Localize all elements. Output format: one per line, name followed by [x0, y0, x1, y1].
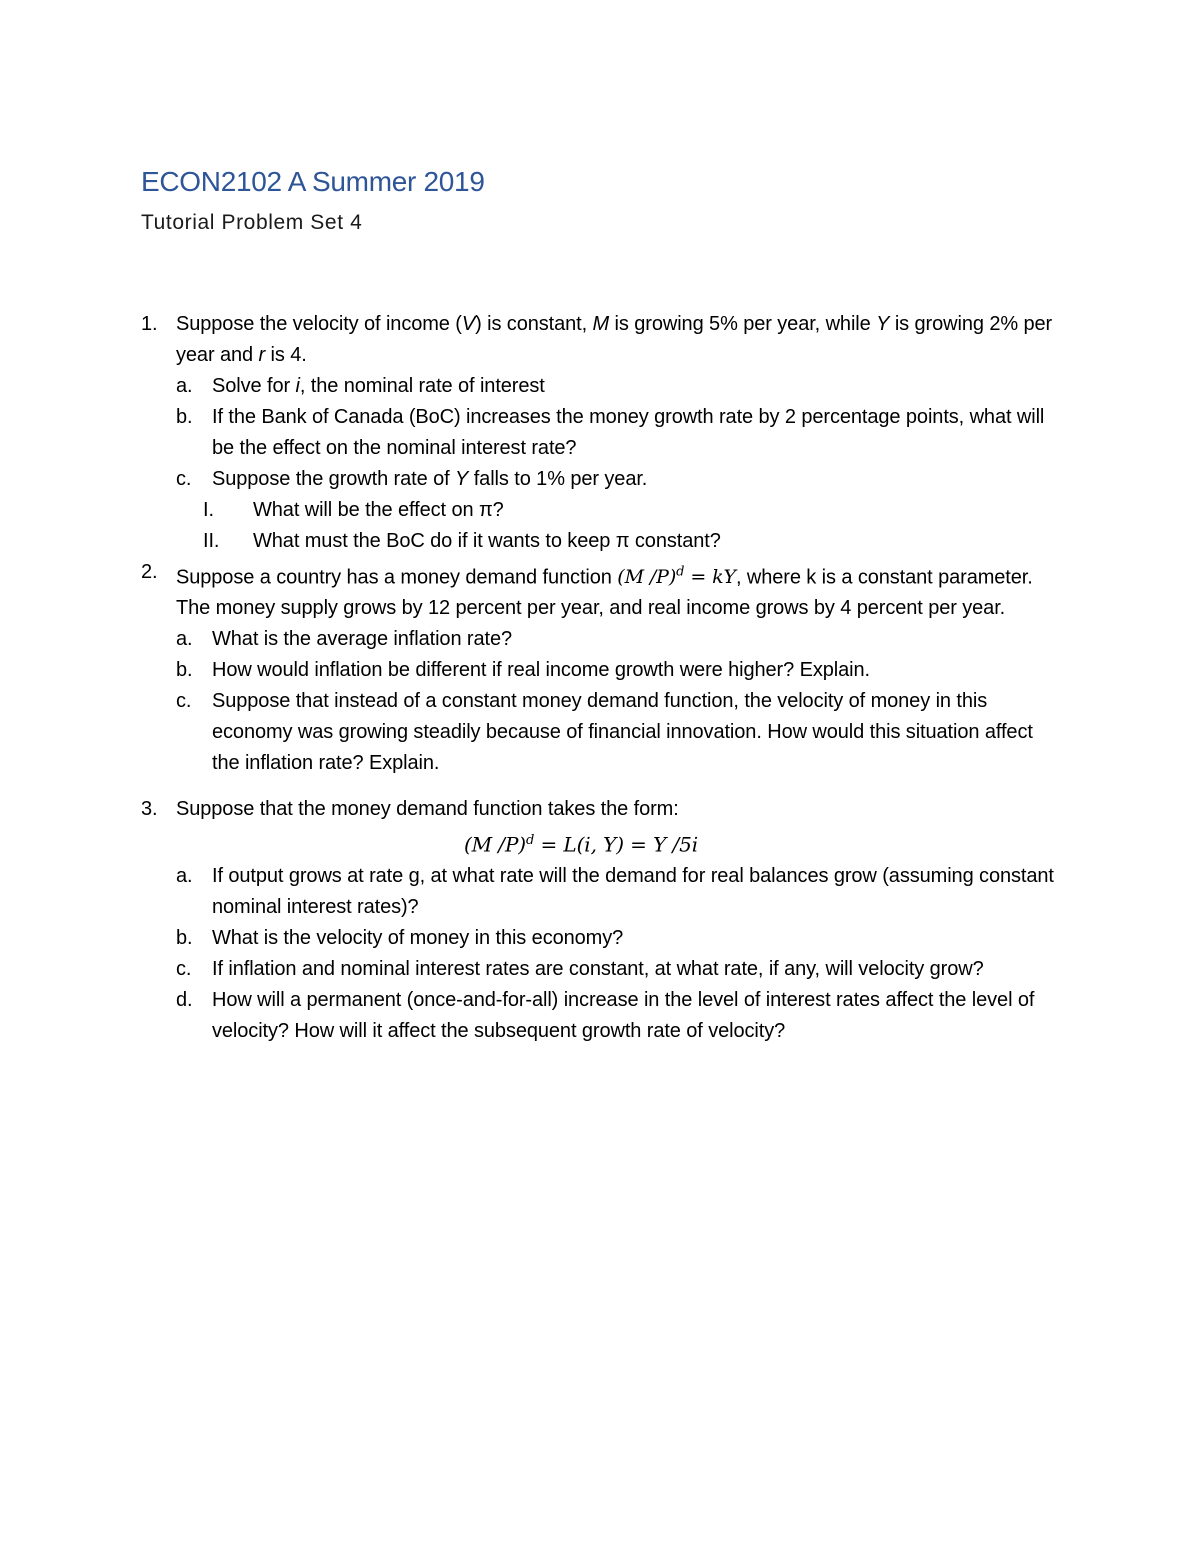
question-number: 1. [141, 313, 158, 335]
item-label: a. [176, 864, 193, 887]
question-3d [176, 985, 1061, 1047]
item-label: c. [176, 468, 192, 490]
question-2 [141, 557, 1061, 624]
item-text: What is the average inflation rate? [212, 628, 513, 651]
item-text: Suppose the growth rate of Y falls to 1% per year. [212, 468, 648, 490]
document-subtitle: Tutorial Problem Set 4 [141, 211, 363, 234]
item-text: If output grows at rate g, at what rate will the demand for real balances grow (assuming constant nominal interest rates)? [212, 864, 1054, 918]
item-label: b. [176, 926, 193, 949]
item-text: How would inflation be different if real income growth were higher? Explain. [212, 659, 870, 682]
question-2a [176, 624, 1061, 655]
subitem-label: I. [203, 499, 214, 521]
question-1-items [141, 371, 1061, 495]
subitem-text: What must the BoC do if it wants to keep π constant? [253, 530, 721, 552]
question-1c-ii [141, 526, 1061, 557]
question-2b [176, 655, 1061, 686]
question-3 [141, 794, 1061, 825]
item-label: b. [176, 406, 193, 428]
question-3b [176, 923, 1061, 954]
money-demand-equation: (M /P)$^d$ = L(i, Y) = Y /5i [463, 832, 699, 857]
question-number: 3. [141, 798, 158, 821]
question-2c [176, 686, 1061, 779]
item-text: What is the velocity of money in this economy? [212, 926, 624, 949]
money-demand-formula: (M /P)$^d$ = kY [617, 565, 736, 589]
question-3-items [141, 861, 1061, 1047]
question-1b [176, 402, 1061, 464]
question-number: 2. [141, 561, 158, 583]
document-title: ECON2102 A Summer 2019 [141, 166, 485, 197]
item-label: c. [176, 690, 192, 713]
question-text: Suppose the velocity of income (V) is constant, M is growing 5% per year, while Y is growing 2% per year and r is 4. [176, 313, 1053, 366]
item-text: Suppose that instead of a constant money demand function, the velocity of money in this economy was growing steadily because of financial innovation. How would this situation affect the inflation rate? Explain. [212, 690, 1033, 775]
question-1c-i [141, 495, 1061, 526]
question-2-items [141, 624, 1061, 779]
item-text: If inflation and nominal interest rates are constant, at what rate, if any, will velocity grow? [212, 957, 984, 980]
item-label: a. [176, 628, 193, 651]
item-text: Solve for i, the nominal rate of interest [212, 375, 545, 397]
question-1c [176, 464, 1061, 495]
question-1 [141, 309, 1061, 371]
question-3c [176, 954, 1061, 985]
item-text: How will a permanent (once-and-for-all) increase in the level of interest rates affect the level of velocity? How will it affect the subsequent growth rate of velocity? [212, 988, 1035, 1042]
item-label: c. [176, 957, 192, 980]
question-1a [176, 371, 1061, 402]
item-text: If the Bank of Canada (BoC) increases the money growth rate by 2 percentage points, what will be the effect on the nominal interest rate? [212, 406, 1045, 459]
subitem-text: What will be the effect on π? [253, 499, 504, 521]
question-3a [176, 861, 1061, 923]
item-label: d. [176, 988, 193, 1011]
item-label: b. [176, 659, 193, 682]
question-text: Suppose a country has a money demand function (M /P)$^d$ = kY, where k is a constant parameter. The money supply grows by 12 percent per year, and real income grows by 4 percent per year. [176, 565, 1033, 620]
item-label: a. [176, 375, 193, 397]
subitem-label: II. [203, 530, 220, 552]
problem-list [141, 309, 1061, 1047]
question-text: Suppose that the money demand function takes the form: [176, 798, 679, 821]
